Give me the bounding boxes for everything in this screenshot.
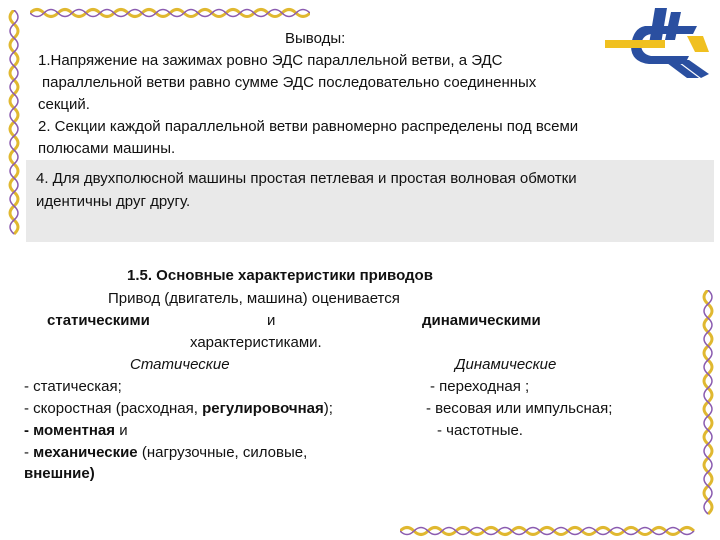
static-item-1: - статическая; — [24, 378, 122, 395]
word-and: и — [267, 312, 276, 329]
static-item-2: - скоростная (расходная, регулировочная); — [24, 400, 333, 417]
decorative-border-right — [700, 290, 716, 525]
conclusion-1-line-2: параллельной ветви равно сумме ЭДС последовательно соединенных — [42, 74, 537, 91]
conclusion-1-line-1: 1.Напряжение на зажимах ровно ЭДС параллельной ветви, а ЭДС — [38, 52, 503, 69]
conclusion-1-line-3: секций. — [38, 96, 90, 113]
dynamic-column-title: Динамические — [455, 356, 557, 373]
static-item-4-cont: внешние) — [24, 465, 95, 482]
section-intro-line-1: Привод (двигатель, машина) оценивается — [108, 290, 400, 307]
word-dynamic: динамическими — [422, 312, 541, 329]
word-static: статическими — [47, 312, 150, 329]
decorative-border-top — [30, 6, 310, 20]
dynamic-item-2: - весовая или импульсная; — [426, 400, 613, 417]
static-column-title: Статические — [130, 356, 230, 373]
conclusion-2-line-2: полюсами машины. — [38, 140, 176, 157]
decorative-border-left — [6, 10, 22, 240]
static-item-4: - механические (нагрузочные, силовые, — [24, 444, 308, 461]
conclusion-4-line-2: идентичны друг другу. — [36, 193, 191, 210]
conclusion-2-line-1: 2. Секции каждой параллельной ветви равномерно распределены под всеми — [38, 118, 579, 135]
decorative-border-bottom — [400, 524, 700, 538]
conclusion-4-line-1: 4. Для двухполюсной машины простая петлевая и простая волновая обмотки — [36, 170, 577, 187]
static-item-3: - моментная и — [24, 422, 128, 439]
dynamic-item-1: - переходная ; — [430, 378, 530, 395]
section-heading: 1.5. Основные характеристики приводов — [127, 267, 433, 284]
section-intro-line-3: характеристиками. — [190, 334, 322, 351]
conclusions-title: Выводы: — [285, 30, 346, 47]
dynamic-item-3: - частотные. — [437, 422, 523, 439]
university-logo — [605, 4, 713, 80]
